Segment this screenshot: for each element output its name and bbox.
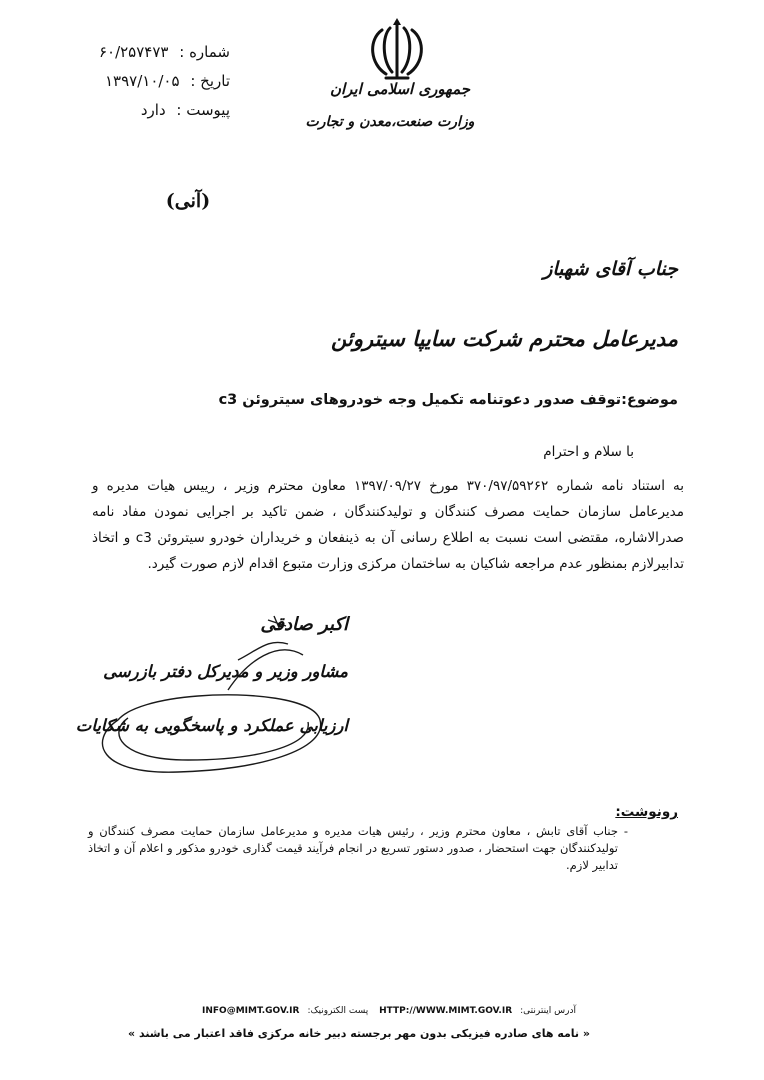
letter-attachment-row [60, 96, 230, 125]
letter-date-row [60, 67, 230, 96]
signature-block [75, 600, 348, 780]
footer-email: INFO@MIMT.GOV.IR [202, 1006, 300, 1016]
recipient-title: مدیرعامل محترم شرکت سایپا سیتروئن [331, 326, 678, 351]
iran-emblem-icon [352, 16, 442, 86]
letter-attachment-label: پیوست : [176, 101, 230, 119]
footer-email-label: پست الکترونیک: [307, 1006, 369, 1016]
cc-heading: رونوشت: [615, 804, 678, 820]
letter-subject: موضوع:توقف صدور دعوتنامه تکمیل وجه خودروهای سیتروئن c3 [218, 392, 678, 408]
greeting: با سلام و احترام [543, 444, 634, 460]
recipient-name: جناب آقای شهباز [543, 258, 678, 280]
signatory-name: اکبر صادقی [260, 614, 348, 635]
urgency-label: (آنی) [165, 190, 211, 212]
footer-website-label: آدرس اینترنتی: [520, 1006, 576, 1016]
signatory-title-line1: مشاور وزیر و مدیرکل دفتر بازرسی [103, 662, 348, 681]
letter-body: به استناد نامه شماره ۳۷۰/۹۷/۵۹۲۶۲ مورخ ۱۳۹۷/۰۹/۲۷ معاون محترم وزیر ، رییس هیات مدیره و مدیرعامل سازمان حمایت مصرف کنندگان و تولیدکنندگان ، ضمن تاکید بر اجرایی نمودن مفاد نامه صدرالاشاره، مقتضی است نسبت به اطلاع رسانی آن به ذینفعان و خریداران خودرو سیتروئن c3 و اتخاذ تدابیرلازم بمنظور عدم مراجعه شاکیان به ساختمان مرکزی وزارت متبوع اقدام لازم صورت گیرد. [92, 478, 685, 572]
footer-contact [200, 1006, 580, 1016]
letter-number-label: شماره : [179, 43, 230, 61]
cc-list [88, 823, 628, 874]
letter-attachment-value: دارد [140, 101, 166, 119]
government-name: جمهوری اسلامی ایران [329, 80, 471, 98]
letter-number-value: ۶۰/۲۵۷۴۷۳ [98, 43, 169, 61]
footer-website: HTTP://WWW.MIMT.GOV.IR [379, 1006, 513, 1016]
cc-item: - جناب آقای تابش ، معاون محترم وزیر ، رئیس هیات مدیره و مدیرعامل سازمان حمایت مصرف کنندگان و تولیدکنندگان جهت استحضار ، صدور دستور تسریع در انجام فرآیند قیمت گذاری خودرو مذکور و اعلام آن و اتخاذ تدابیر لازم. [88, 823, 628, 874]
letter-date-value: ۱۳۹۷/۱۰/۰۵ [104, 72, 180, 90]
ministry-name: وزارت صنعت،معدن و تجارت [305, 114, 475, 130]
letter-date-label: تاریخ : [190, 72, 230, 90]
letter-meta [60, 38, 230, 125]
letter-number-row [60, 38, 230, 67]
signatory-title-line2: ارزیابی عملکرد و پاسخگویی به شکایات [75, 716, 348, 735]
footer-notice: « نامه های صادره فیزیکی بدون مهر برجسته دبیر خانه مرکزی فاقد اعتبار می باشند » [128, 1027, 590, 1040]
